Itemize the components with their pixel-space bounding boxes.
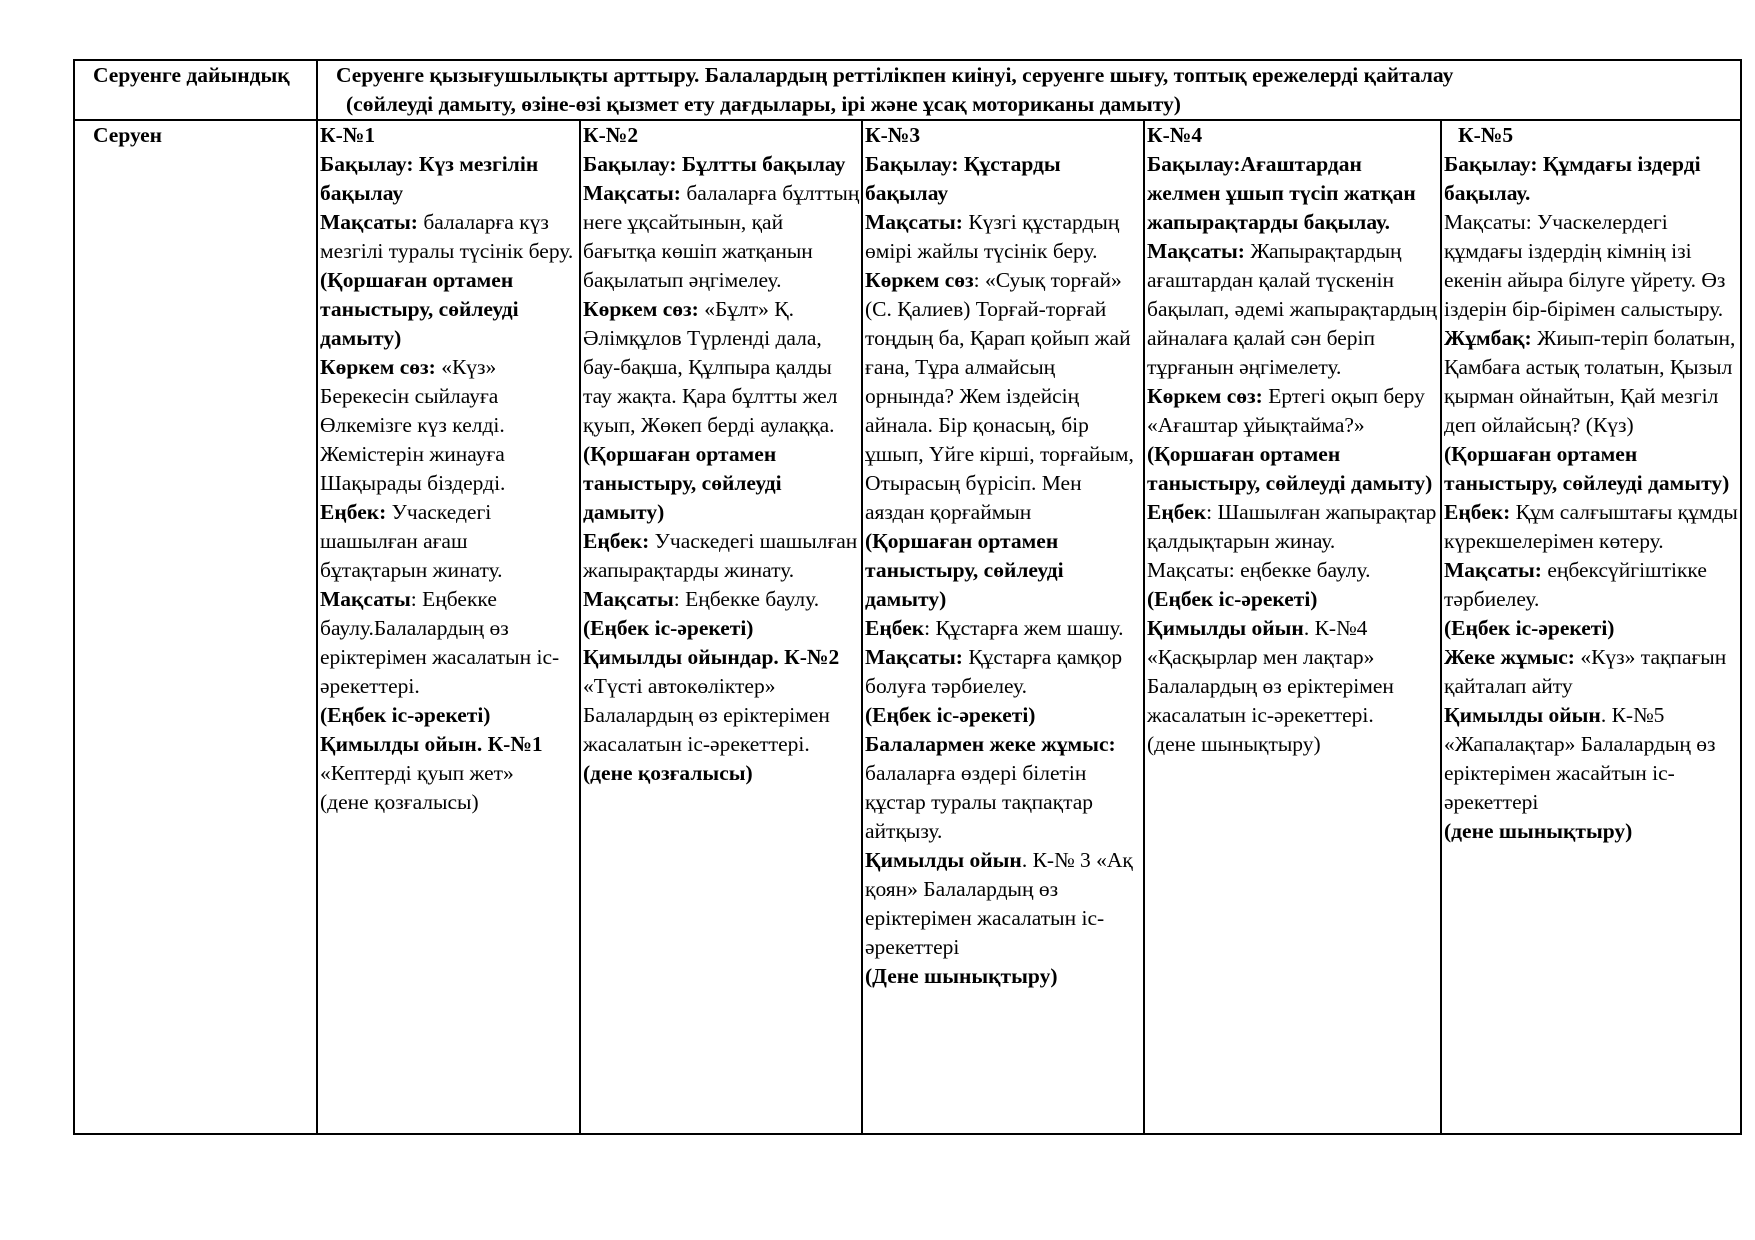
card-paragraph [320,701,579,730]
card-paragraph-bold: Бақылау: Құстарды бақылау [865,152,1061,205]
card-paragraph [1147,237,1440,382]
card-paragraph [1444,150,1740,208]
card-paragraph-text: балаларға өздері білетін құстар туралы тақпақтар айтқызу. [865,761,1094,843]
card-paragraph-text: «Бұлт» Қ. Әлімқұлов Түрленді дала, бау-бақша, Құлпыра қалды тау жақта. Қара бұлтты жел қуып, Жөкеп берді аулаққа. [583,297,838,437]
card-paragraph-text: : Құстарға жем шашу. [924,616,1124,640]
document-page [73,59,1740,1135]
card-paragraph [865,527,1143,614]
plan-table [73,59,1742,1135]
card-paragraph-bold: Мақсаты: [865,645,963,669]
card-paragraph-text: «Күз» тақпағын қайталап айту [1444,645,1727,698]
card-paragraph-text: . К-№4 «Қасқырлар мен лақтар» Балалардың өз еріктерімен жасалатын іс-әрекеттері. [1147,616,1394,727]
card-paragraph-text: Жиып-теріп болатын, Қамбаға астық толатын, Қызыл қырман ойнайтын, Қай мезгіл деп ойлайсың? (Күз) [1444,326,1736,437]
card-paragraph-bold: Мақсаты: [1444,558,1542,582]
card-paragraph [1147,730,1440,759]
card-paragraph [583,295,861,440]
card-paragraph [1444,498,1740,556]
card-paragraph-bold: Көркем сөз: [583,297,699,321]
walk-row [74,120,1741,1134]
card-cell-5 [1441,120,1741,1134]
card-paragraph-bold: (Еңбек іс-әрекеті) [1444,616,1615,640]
card-paragraph [583,440,861,527]
card-paragraph-bold: Қимылды ойын [1147,616,1304,640]
card-paragraph [865,208,1143,266]
card-paragraph-bold: (Қоршаған ортамен таныстыру, сөйлеуді дамыту) [320,268,519,350]
card-paragraph [583,179,861,295]
prep-text-cell [317,60,1741,120]
card-paragraph-bold: Бақылау:Ағаштардан желмен ұшып түсіп жатқан жапырақтарды бақылау. [1147,152,1416,234]
card-paragraph [320,208,579,266]
card-paragraph-bold: (Еңбек іс-әрекеті) [1147,587,1318,611]
card-paragraph [1444,324,1740,440]
card-paragraph-bold: Қимылды ойын. К-№1 [320,732,543,756]
card-paragraph [583,759,861,788]
card-paragraph [865,730,1143,846]
card-paragraph-text: Күзгі құстардың өмірі жайлы түсінік беру. [865,210,1120,263]
card-paragraph-bold: Еңбек: [583,529,650,553]
card-paragraph-bold: Мақсаты: [1147,239,1245,263]
card-paragraph [1147,498,1440,556]
card-paragraph [865,643,1143,701]
card-cell-2 [580,120,862,1134]
card-paragraph [865,266,1143,527]
card-paragraph-text: балаларға күз мезгілі туралы түсінік беру. [320,210,574,263]
card-paragraph [320,266,579,353]
card-paragraph-bold: (Дене шынықтыру) [865,964,1058,988]
card-paragraph-bold: Бақылау: Құмдағы іздерді бақылау. [1444,152,1701,205]
card-paragraph [865,846,1143,962]
card-paragraph-bold: (Еңбек іс-әрекеті) [865,703,1036,727]
card-paragraph-bold: Мақсаты: [583,181,681,205]
card-paragraph-bold: (дене шынықтыру) [1444,819,1633,843]
prep-text-line2: (сөйлеуді дамыту, өзіне-өзі қызмет ету дағдылары, ірі және ұсақ моториканы дамыту) [346,92,1181,116]
card-paragraph [320,353,579,498]
card-paragraph-bold: (Еңбек іс-әрекеті) [583,616,754,640]
card-paragraph-text: (дене шынықтыру) [1147,732,1321,756]
card-paragraph [1147,382,1440,440]
card-paragraph [865,701,1143,730]
card-paragraph [1444,440,1740,498]
card-paragraph-text: Құм салғыштағы құмды күрекшелерімен көтеру. [1444,500,1738,553]
card-paragraph-text: балаларға бұлттың неге ұқсайтынын, қай бағытқа көшіп жатқанын бақылатып әңгімелеу. [583,181,860,292]
card-paragraph-text: : Шашылған жапырақтар қалдықтарын жинау. [1147,500,1437,553]
card-paragraph-text: : «Суық торғай» (С. Қалиев) Торғай-торғай тоңдың ба, Қарап қойып жай ғана, Тұра алмайсың орнында? Жем іздейсің айнала. Бір қонасың, бір ұшып, Үйге кірші, торғайым, Отырасың бүрісіп. Мен аяздан қорғаймын [865,268,1134,524]
card-id: К-№1 [320,123,376,147]
card-paragraph-text: (дене қозғалысы) [320,790,479,814]
card-paragraph-text: : Еңбекке баулу.Балалардың өз еріктерімен жасалатын іс-әрекеттері. [320,587,560,698]
card-paragraph-text: «Күз» Берекесін сыйлауға Өлкемізге күз келді. Жемістерін жинауға Шақырады біздерді. [320,355,506,495]
card-paragraph [1444,614,1740,643]
card-paragraph-bold: Мақсаты: [865,210,963,234]
card-paragraph-bold: Қимылды ойын [865,848,1022,872]
prep-text-line1: Серуенге қызығушылықты арттыру. Балалардың реттілікпен киінуі, серуенге шығу, топтық ережелерді қайталау [336,63,1454,87]
card-paragraph [320,730,579,788]
card-paragraph-bold: Көркем сөз [865,268,974,292]
card-paragraph [1147,556,1440,585]
card-id: К-№3 [865,123,921,147]
card-paragraph-text: Құстарға қамқор болуға тәрбиелеу. [865,645,1123,698]
card-paragraph-text: «Кептерді қуып жет» [320,761,514,785]
card-paragraph-bold: Көркем сөз: [1147,384,1263,408]
card-paragraph-bold: Еңбек [865,616,925,640]
card-paragraph [320,150,579,208]
card-paragraph-text: Учаскедегі шашылған жапырақтарды жинату. [583,529,858,582]
card-paragraph-bold: Еңбек: [1444,500,1511,524]
card-paragraph-bold: Көркем сөз: [320,355,436,379]
card-paragraph-bold: (Қоршаған ортамен таныстыру, сөйлеуді дамыту) [1147,442,1433,495]
card-paragraph-bold: Мақсаты: [320,210,418,234]
card-paragraph [1444,643,1740,701]
card-paragraph-bold: Жеке жұмыс: [1444,645,1575,669]
card-paragraph-text: : Еңбекке баулу. [673,587,820,611]
walk-label: Серуен [93,123,163,147]
card-paragraph [865,150,1143,208]
card-paragraph-text: Мақсаты: Учаскелердегі құмдағы іздердің кімнің ізі екенін айыра білуге үйрету. Өз іздерін бір-бірімен салыстыру. [1444,210,1726,321]
card-paragraph-text: еңбексүйгіштікке тәрбиелеу. [1444,558,1707,611]
card-id: К-№2 [583,123,639,147]
card-paragraph [865,962,1143,991]
card-cell-4 [1144,120,1441,1134]
card-paragraph-text: Жапырақтардың ағаштардан қалай түскенін бақылап, әдемі жапырақтардың айналаға қалай сән беріп тұрғанын әңгімелету. [1147,239,1437,379]
card-paragraph [1444,208,1740,324]
card-paragraph-text: Ертегі оқып беру «Ағаштар ұйықтайма?» [1147,384,1425,437]
card-paragraph-bold: Бақылау: Күз мезгілін бақылау [320,152,539,205]
card-paragraph [1444,701,1740,817]
card-paragraph [320,585,579,701]
card-paragraph [583,527,861,585]
card-paragraph [583,614,861,643]
card-id: К-№4 [1147,123,1203,147]
card-paragraph [320,498,579,585]
card-paragraph-bold: Балалармен жеке жұмыс: [865,732,1116,756]
card-paragraph [583,150,861,179]
card-paragraph-bold: Бақылау: Бұлтты бақылау [583,152,846,176]
card-id: К-№5 [1458,123,1514,147]
card-paragraph-bold: Қимылды ойындар. К-№2 [583,645,840,669]
card-paragraph-text: . К-№ 3 «Ақ қоян» Балалардың өз еріктерімен жасалатын іс-әрекеттері [865,848,1133,959]
card-paragraph-text: Мақсаты: еңбекке баулу. [1147,558,1371,582]
card-paragraph [865,614,1143,643]
card-paragraph [1147,614,1440,730]
card-paragraph [1444,817,1740,846]
card-paragraph-bold: Еңбек: [320,500,387,524]
prep-label-cell [74,60,317,120]
card-paragraph [1147,440,1440,498]
prep-label: Серуенге дайындық [93,63,290,87]
prep-row [74,60,1741,120]
card-cell-1 [317,120,580,1134]
card-paragraph-bold: (Қоршаған ортамен таныстыру, сөйлеуді дамыту) [1444,442,1730,495]
card-paragraph [1444,556,1740,614]
card-paragraph [1147,150,1440,237]
card-paragraph-bold: Мақсаты [583,587,674,611]
card-paragraph [320,788,579,817]
card-paragraph-bold: Қимылды ойын [1444,703,1601,727]
card-paragraph [583,643,861,759]
card-paragraph-text: «Түсті автокөліктер» Балалардың өз еріктерімен жасалатын іс-әрекеттері. [583,674,830,756]
card-paragraph-text: Учаскедегі шашылған ағаш бұтақтарын жинату. [320,500,503,582]
card-paragraph-bold: Мақсаты [320,587,411,611]
card-paragraph-bold: (Қоршаған ортамен таныстыру, сөйлеуді дамыту) [865,529,1064,611]
card-paragraph-bold: Жұмбақ: [1444,326,1532,350]
card-paragraph [1147,585,1440,614]
card-paragraph-text: . К-№5 «Жапалақтар» Балалардың өз еріктерімен жасайтын іс-әрекеттері [1444,703,1716,814]
walk-label-cell [74,120,317,1134]
card-paragraph-bold: (Еңбек іс-әрекеті) [320,703,491,727]
card-paragraph-bold: (дене қозғалысы) [583,761,753,785]
card-cell-3 [862,120,1144,1134]
card-paragraph-bold: Еңбек [1147,500,1207,524]
card-paragraph-bold: (Қоршаған ортамен таныстыру, сөйлеуді дамыту) [583,442,782,524]
card-paragraph [583,585,861,614]
